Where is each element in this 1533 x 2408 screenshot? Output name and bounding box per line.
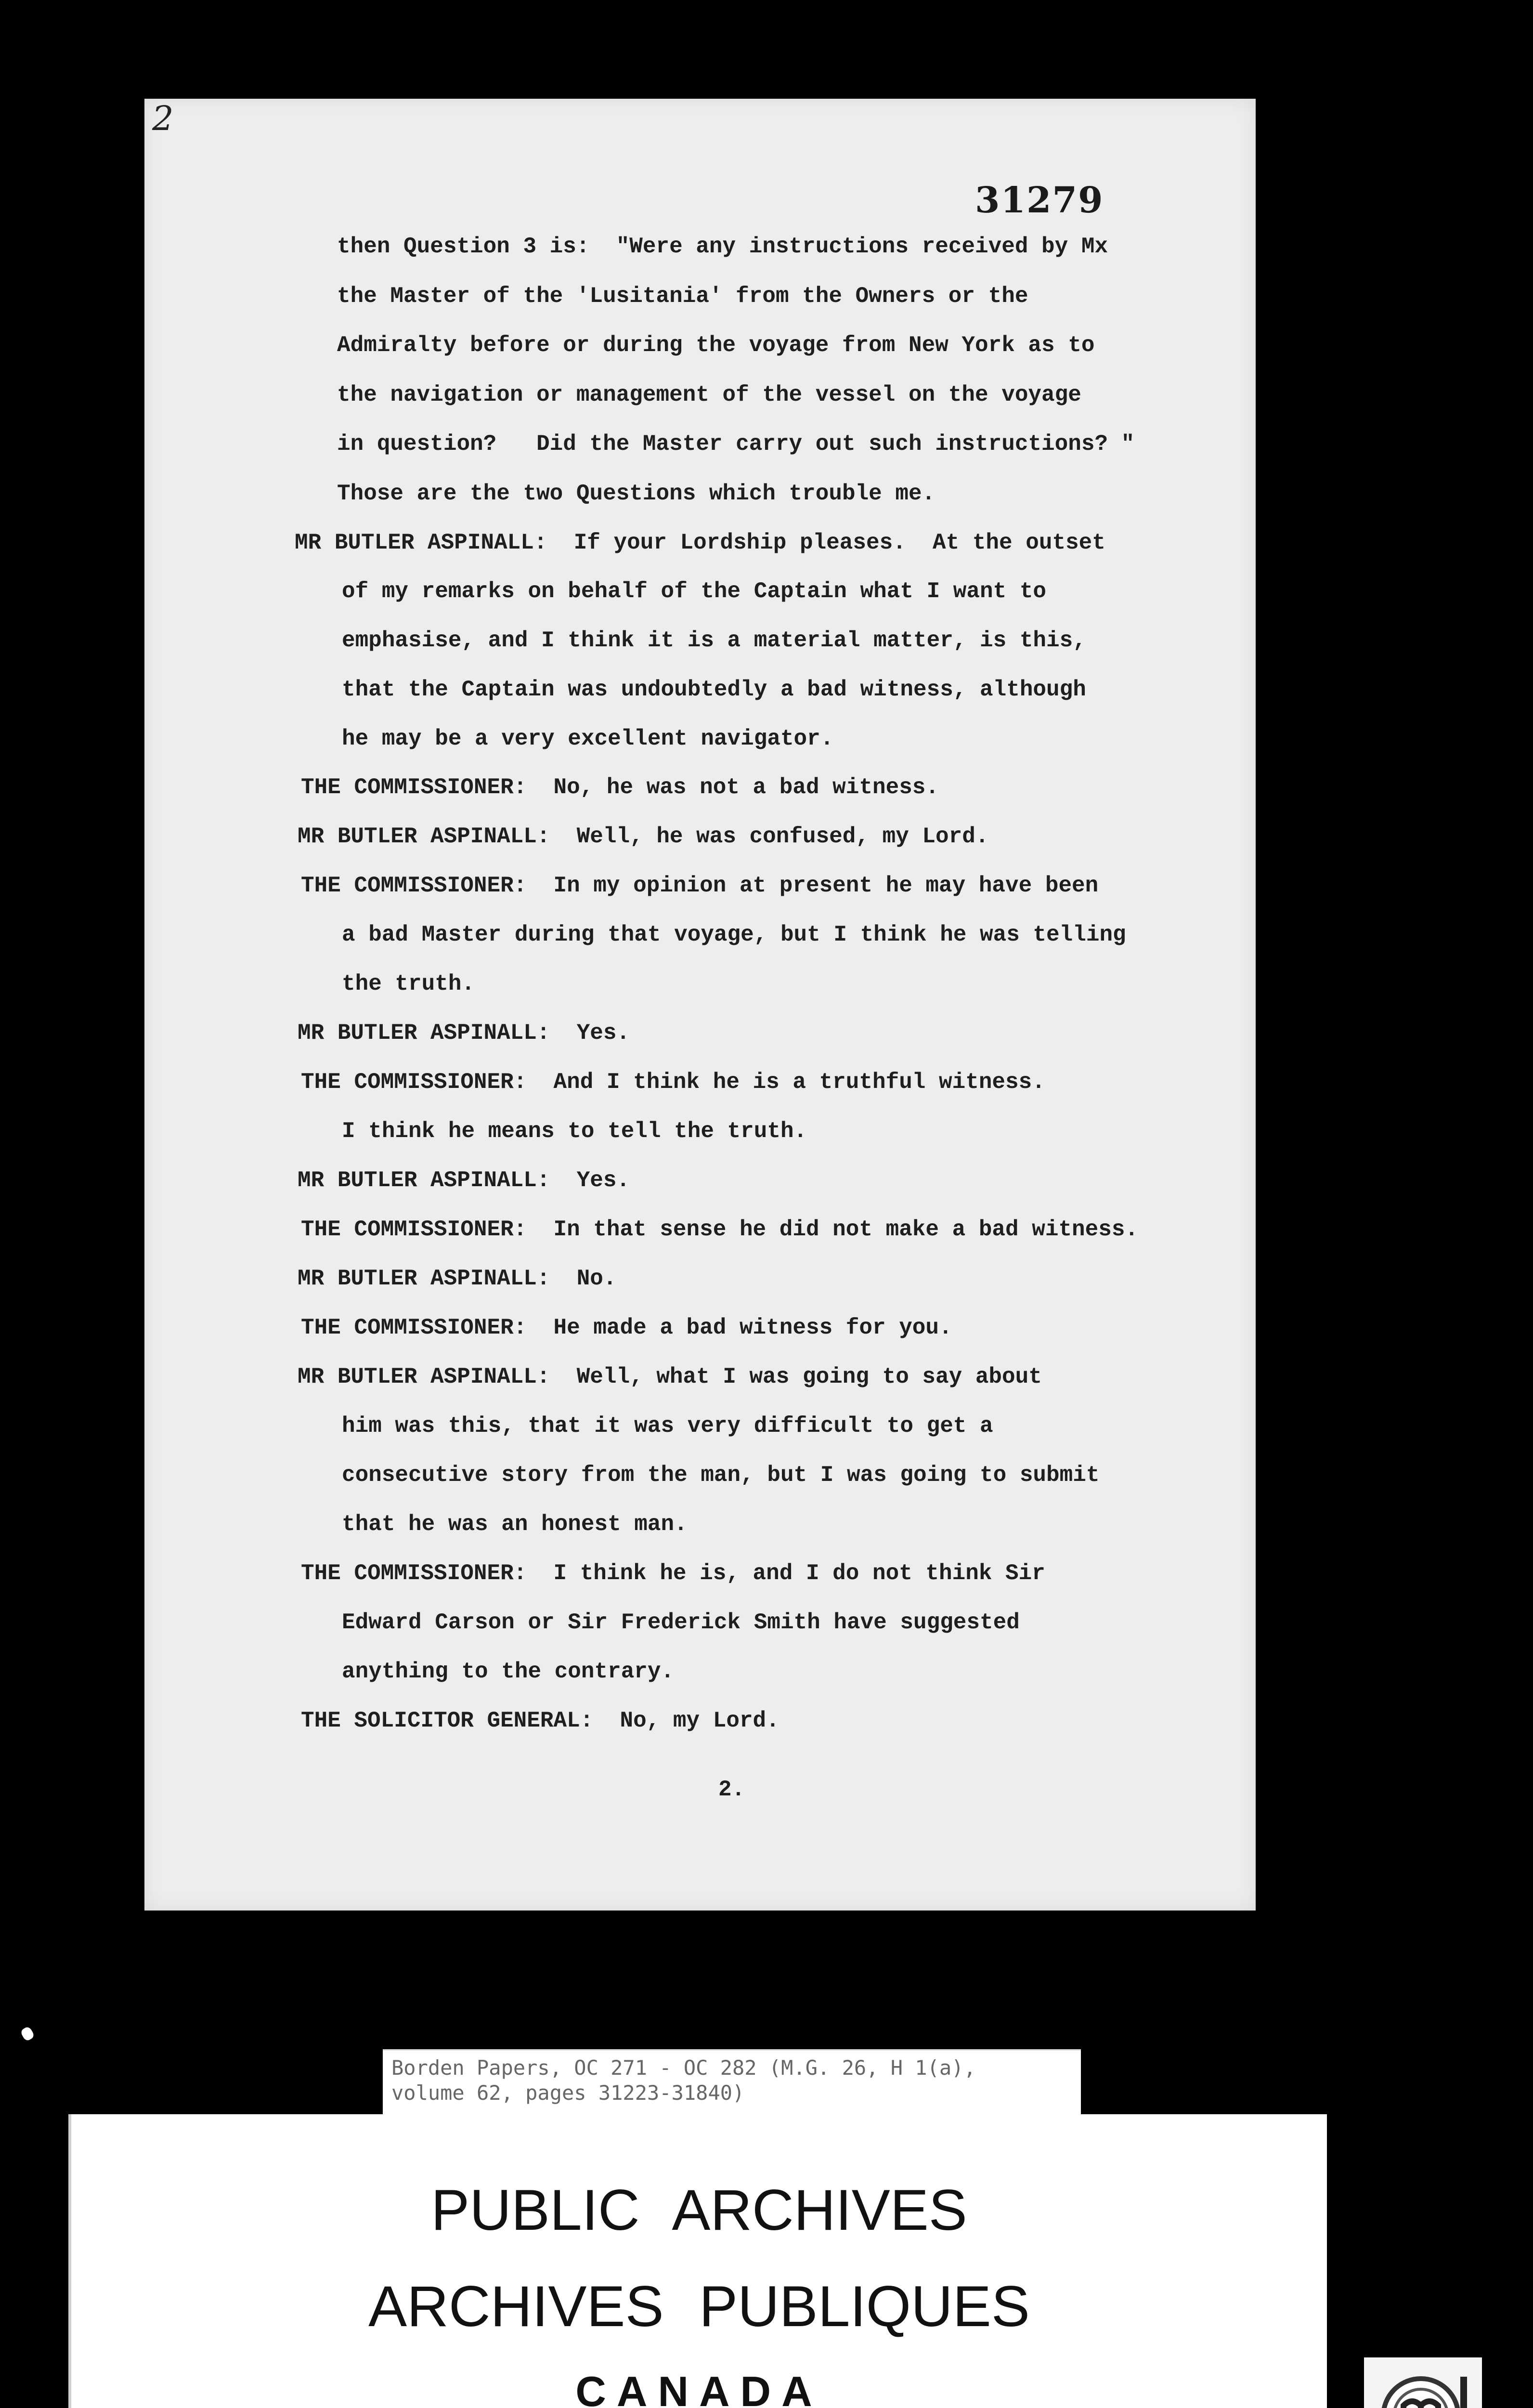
speaker-line: MR BUTLER ASPINALL: Yes. xyxy=(298,1168,630,1193)
page-number: 2. xyxy=(718,1777,745,1802)
text-line: that he was an honest man. xyxy=(342,1512,688,1537)
text-line: the Master of the 'Lusitania' from the Owners or the xyxy=(337,284,1028,309)
text-line: him was this, that it was very difficult to get a xyxy=(342,1413,993,1439)
text-line: in question? Did the Master carry out such instructions? " xyxy=(337,432,1135,457)
text-line: of my remarks on behalf of the Captain what I want to xyxy=(342,579,1047,604)
reference-line-2: volume 62, pages 31223-31840) xyxy=(391,2081,745,2105)
speaker-line: THE COMMISSIONER: He made a bad witness for you. xyxy=(301,1315,952,1340)
speaker-line: MR BUTLER ASPINALL: If your Lordship pleases. At the outset xyxy=(295,530,1105,555)
text-line: a bad Master during that voyage, but I think he was telling xyxy=(342,922,1126,947)
text-line: anything to the contrary. xyxy=(342,1659,675,1684)
text-line: I think he means to tell the truth. xyxy=(342,1119,807,1144)
speaker-line: THE COMMISSIONER: No, he was not a bad witness. xyxy=(301,775,939,800)
speaker-line: MR BUTLER ASPINALL: Yes. xyxy=(298,1021,630,1046)
text-line: Those are the two Questions which trouble me. xyxy=(337,481,935,506)
text-line: the truth. xyxy=(342,971,475,996)
speaker-line: MR BUTLER ASPINALL: Well, he was confused, my Lord. xyxy=(298,824,989,849)
archives-logo-icon xyxy=(1364,2357,1482,2408)
speaker-line: MR BUTLER ASPINALL: Well, what I was going to say about xyxy=(298,1364,1042,1389)
speaker-line: THE COMMISSIONER: In my opinion at present he may have been xyxy=(301,873,1099,898)
text-line: the navigation or management of the vessel on the voyage xyxy=(337,382,1081,407)
speaker-line: MR BUTLER ASPINALL: No. xyxy=(298,1266,617,1291)
archive-title-fr: ARCHIVES PUBLIQUES xyxy=(368,2274,1030,2339)
archive-card xyxy=(68,2114,1327,2408)
text-line: that the Captain was undoubtedly a bad witness, although xyxy=(342,677,1086,702)
speaker-line: THE SOLICITOR GENERAL: No, my Lord. xyxy=(301,1708,779,1733)
corner-mark: 2 xyxy=(152,99,174,138)
speaker-line: THE COMMISSIONER: I think he is, and I do not think Sir xyxy=(301,1561,1045,1586)
text-line: Edward Carson or Sir Frederick Smith have suggested xyxy=(342,1610,1020,1635)
document-page xyxy=(144,99,1256,1911)
text-line: he may be a very excellent navigator. xyxy=(342,726,834,751)
page-id-number: 31279 xyxy=(975,180,1104,221)
text-line: emphasise, and I think it is a material matter, is this, xyxy=(342,628,1086,653)
archive-country: CANADA xyxy=(575,2368,823,2408)
text-line: consecutive story from the man, but I was going to submit xyxy=(342,1463,1100,1488)
text-line: Admiralty before or during the voyage from New York as to xyxy=(337,333,1095,358)
archive-title-en: PUBLIC ARCHIVES xyxy=(431,2178,967,2242)
reference-slip xyxy=(383,2049,1081,2123)
text-line: then Question 3 is: "Were any instructions received by Mx xyxy=(337,234,1108,259)
reference-line-1: Borden Papers, OC 271 - OC 282 (M.G. 26, H 1(a), xyxy=(391,2056,976,2080)
speaker-line: THE COMMISSIONER: And I think he is a truthful witness. xyxy=(301,1070,1045,1095)
film-speck xyxy=(20,2026,35,2042)
speaker-line: THE COMMISSIONER: In that sense he did not make a bad witness. xyxy=(301,1217,1139,1242)
